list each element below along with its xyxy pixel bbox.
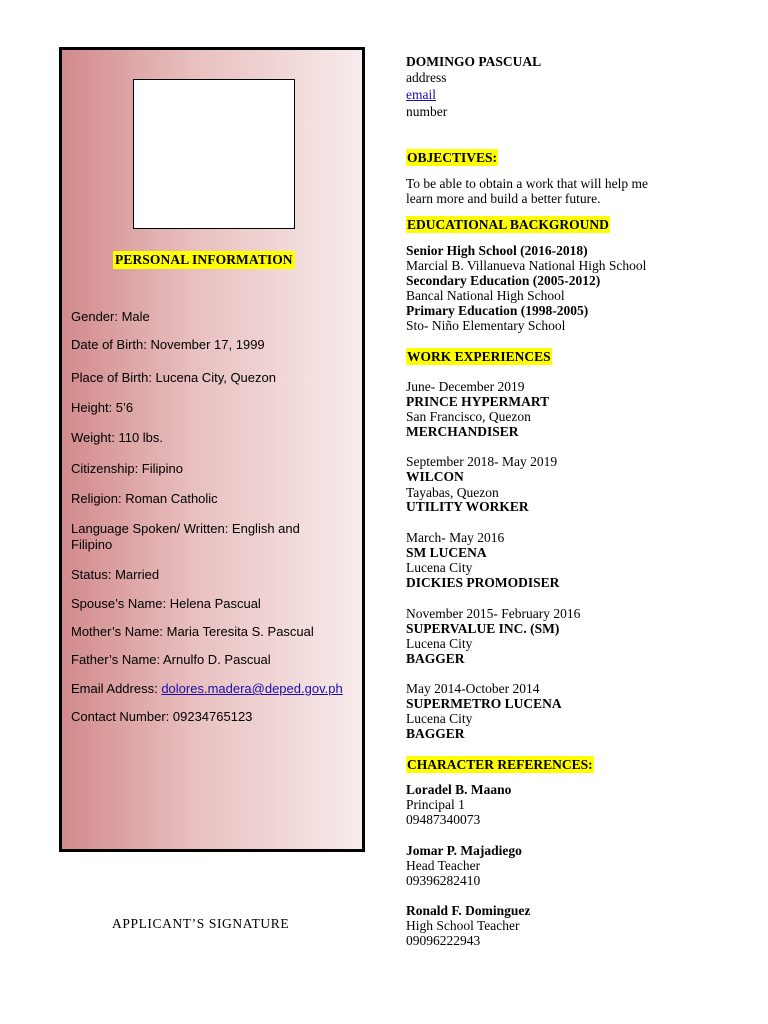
reference-phone: 09396282410 bbox=[406, 873, 481, 888]
gender-field: Gender: Male bbox=[71, 309, 150, 324]
contact-number-field: Contact Number: 09234765123 bbox=[71, 709, 253, 724]
work-period: November 2015- February 2016 bbox=[406, 606, 581, 621]
work-position: UTILITY WORKER bbox=[406, 499, 529, 514]
personal-info-panel bbox=[59, 47, 365, 852]
objectives-line-2: learn more and build a better future. bbox=[406, 191, 601, 206]
education-school: Bancal National High School bbox=[406, 288, 565, 303]
work-position: DICKIES PROMODISER bbox=[406, 575, 560, 590]
education-level: Senior High School (2016-2018) bbox=[406, 243, 588, 258]
education-heading: EDUCATIONAL BACKGROUND bbox=[407, 217, 609, 232]
place-of-birth-field: Place of Birth: Lucena City, Quezon bbox=[71, 370, 276, 385]
number-line: number bbox=[406, 104, 448, 119]
education-level: Primary Education (1998-2005) bbox=[406, 303, 589, 318]
work-company: PRINCE HYPERMART bbox=[406, 394, 550, 409]
work-location: San Francisco, Quezon bbox=[406, 409, 531, 424]
reference-name: Jomar P. Majadiego bbox=[406, 843, 522, 858]
work-period: June- December 2019 bbox=[406, 379, 525, 394]
work-position: BAGGER bbox=[406, 726, 465, 741]
work-period: September 2018- May 2019 bbox=[406, 454, 558, 469]
email-address-link[interactable]: dolores.madera@deped.gov.ph bbox=[161, 681, 343, 696]
education-level: Secondary Education (2005-2012) bbox=[406, 273, 601, 288]
work-location: Tayabas, Quezon bbox=[406, 485, 499, 500]
reference-name: Loradel B. Maano bbox=[406, 782, 512, 797]
religion-field: Religion: Roman Catholic bbox=[71, 491, 218, 506]
weight-field: Weight: 110 lbs. bbox=[71, 430, 164, 445]
reference-title: High School Teacher bbox=[406, 918, 520, 933]
references-heading: CHARACTER REFERENCES: bbox=[407, 757, 593, 772]
references-heading-row bbox=[406, 757, 726, 772]
email-address-field bbox=[71, 681, 361, 697]
work-location: Lucena City bbox=[406, 711, 473, 726]
work-heading: WORK EXPERIENCES bbox=[407, 349, 551, 364]
education-school: Marcial B. Villanueva National High School bbox=[406, 258, 647, 273]
mother-name-field: Mother’s Name: Maria Teresita S. Pascual bbox=[71, 624, 314, 639]
language-field: Language Spoken/ Written: English and Filipino bbox=[71, 521, 300, 552]
work-company: SM LUCENA bbox=[406, 545, 487, 560]
education-school: Sto- Niño Elementary School bbox=[406, 318, 566, 333]
work-location: Lucena City bbox=[406, 560, 473, 575]
objectives-heading-row bbox=[406, 150, 726, 165]
applicant-signature-label: APPLICANT’S SIGNATURE bbox=[112, 916, 290, 931]
address-line: address bbox=[406, 70, 447, 85]
reference-title: Head Teacher bbox=[406, 858, 481, 873]
objectives-heading: OBJECTIVES: bbox=[407, 150, 498, 165]
personal-info-heading: PERSONAL INFORMATION bbox=[115, 252, 293, 267]
work-period: March- May 2016 bbox=[406, 530, 505, 545]
work-company: WILCON bbox=[406, 469, 464, 484]
reference-name: Ronald F. Dominguez bbox=[406, 903, 531, 918]
spouse-name-field: Spouse’s Name: Helena Pascual bbox=[71, 596, 261, 611]
work-period: May 2014-October 2014 bbox=[406, 681, 540, 696]
work-company: SUPERVALUE INC. (SM) bbox=[406, 621, 560, 636]
work-position: MERCHANDISER bbox=[406, 424, 519, 439]
father-name-field: Father’s Name: Arnulfo D. Pascual bbox=[71, 652, 271, 667]
reference-title: Principal 1 bbox=[406, 797, 465, 812]
email-address-label: Email Address: bbox=[71, 681, 162, 696]
height-field: Height: 5’6 bbox=[71, 400, 134, 415]
work-heading-row bbox=[406, 349, 726, 364]
date-of-birth-field: Date of Birth: November 17, 1999 bbox=[71, 337, 265, 352]
reference-phone: 09487340073 bbox=[406, 812, 481, 827]
objectives-line-1: To be able to obtain a work that will help me bbox=[406, 176, 648, 191]
reference-phone: 09096222943 bbox=[406, 933, 481, 948]
applicant-name: DOMINGO PASCUAL bbox=[406, 54, 542, 69]
education-heading-row bbox=[406, 217, 726, 232]
photo-placeholder bbox=[133, 79, 295, 229]
work-position: BAGGER bbox=[406, 651, 465, 666]
email-link[interactable]: email bbox=[406, 87, 436, 102]
work-location: Lucena City bbox=[406, 636, 473, 651]
citizenship-field: Citizenship: Filipino bbox=[71, 461, 183, 476]
work-company: SUPERMETRO LUCENA bbox=[406, 696, 562, 711]
email-line bbox=[406, 87, 726, 102]
status-field: Status: Married bbox=[71, 567, 160, 582]
